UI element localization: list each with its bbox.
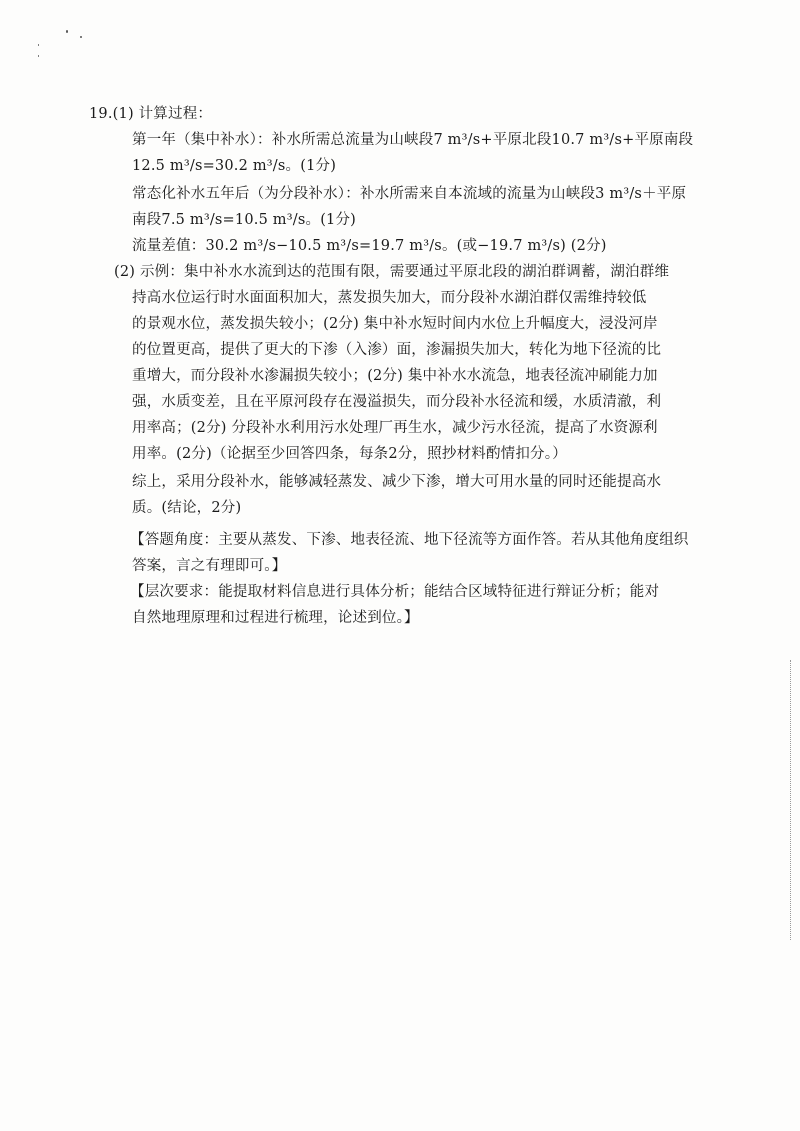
q1-line: 第一年（集中补水）：补水所需总流量为山峡段7 m³/s+平原北段10.7 m³/s+平原南段 bbox=[132, 132, 694, 148]
q2-conclusion: 综上，采用分段补水，能够减轻蒸发、减少下渗，增大可用水量的同时还能提高水 bbox=[132, 474, 662, 490]
q1-heading: 19.(1) 计算过程： bbox=[89, 106, 213, 122]
q1-line: 流量差值：30.2 m³/s−10.5 m³/s=19.7 m³/s。(或−19.7 m³/s) (2分) bbox=[132, 238, 607, 254]
q1-line: 12.5 m³/s=30.2 m³/s。(1分) bbox=[132, 158, 337, 174]
q1-line: 南段7.5 m³/s=10.5 m³/s。(1分) bbox=[132, 212, 357, 228]
answer-angle-note: 答案，言之有理即可。】 bbox=[132, 558, 287, 574]
scan-speck bbox=[38, 55, 39, 57]
q1-line: 常态化补水五年后（为分段补水）：补水所需来自本流域的流量为山峡段3 m³/s＋平原 bbox=[132, 186, 687, 202]
scan-border bbox=[790, 660, 792, 940]
scan-speck bbox=[80, 36, 82, 38]
level-requirement-note: 自然地理原理和过程进行梳理，论述到位。】 bbox=[132, 610, 419, 626]
q2-conclusion: 质。(结论，2分) bbox=[132, 500, 242, 516]
scan-speck bbox=[38, 44, 39, 46]
q2-line: 的位置更高，提供了更大的下渗（入渗）面，渗漏损失加大，转化为地下径流的比 bbox=[132, 342, 662, 358]
q2-line: 的景观水位，蒸发损失较小；(2分) 集中补水短时间内水位上升幅度大，浸没河岸 bbox=[132, 316, 658, 332]
q2-line: (2) 示例：集中补水水流到达的范围有限，需要通过平原北段的湖泊群调蓄，湖泊群维 bbox=[114, 264, 670, 280]
level-requirement-note: 【层次要求：能提取材料信息进行具体分析；能结合区域特征进行辩证分析；能对 bbox=[130, 584, 660, 600]
q2-line: 重增大，而分段补水渗漏损失较小；(2分) 集中补水水流急，地表径流冲刷能力加 bbox=[132, 368, 658, 384]
q2-line: 持高水位运行时水面面积加大，蒸发损失加大，而分段补水湖泊群仅需维持较低 bbox=[132, 290, 647, 306]
q2-line: 强，水质变差，且在平原河段存在漫溢损失，而分段补水径流和缓，水质清澈，利 bbox=[132, 394, 662, 410]
answer-angle-note: 【答题角度：主要从蒸发、下渗、地表径流、地下径流等方面作答。若从其他角度组织 bbox=[130, 532, 689, 548]
q2-line: 用率。(2分)（论据至少回答四条，每条2分，照抄材料酌情扣分。） bbox=[132, 446, 567, 462]
scan-speck bbox=[66, 30, 68, 33]
q2-line: 用率高；(2分) 分段补水利用污水处理厂再生水，减少污水径流，提高了水资源利 bbox=[132, 420, 658, 436]
